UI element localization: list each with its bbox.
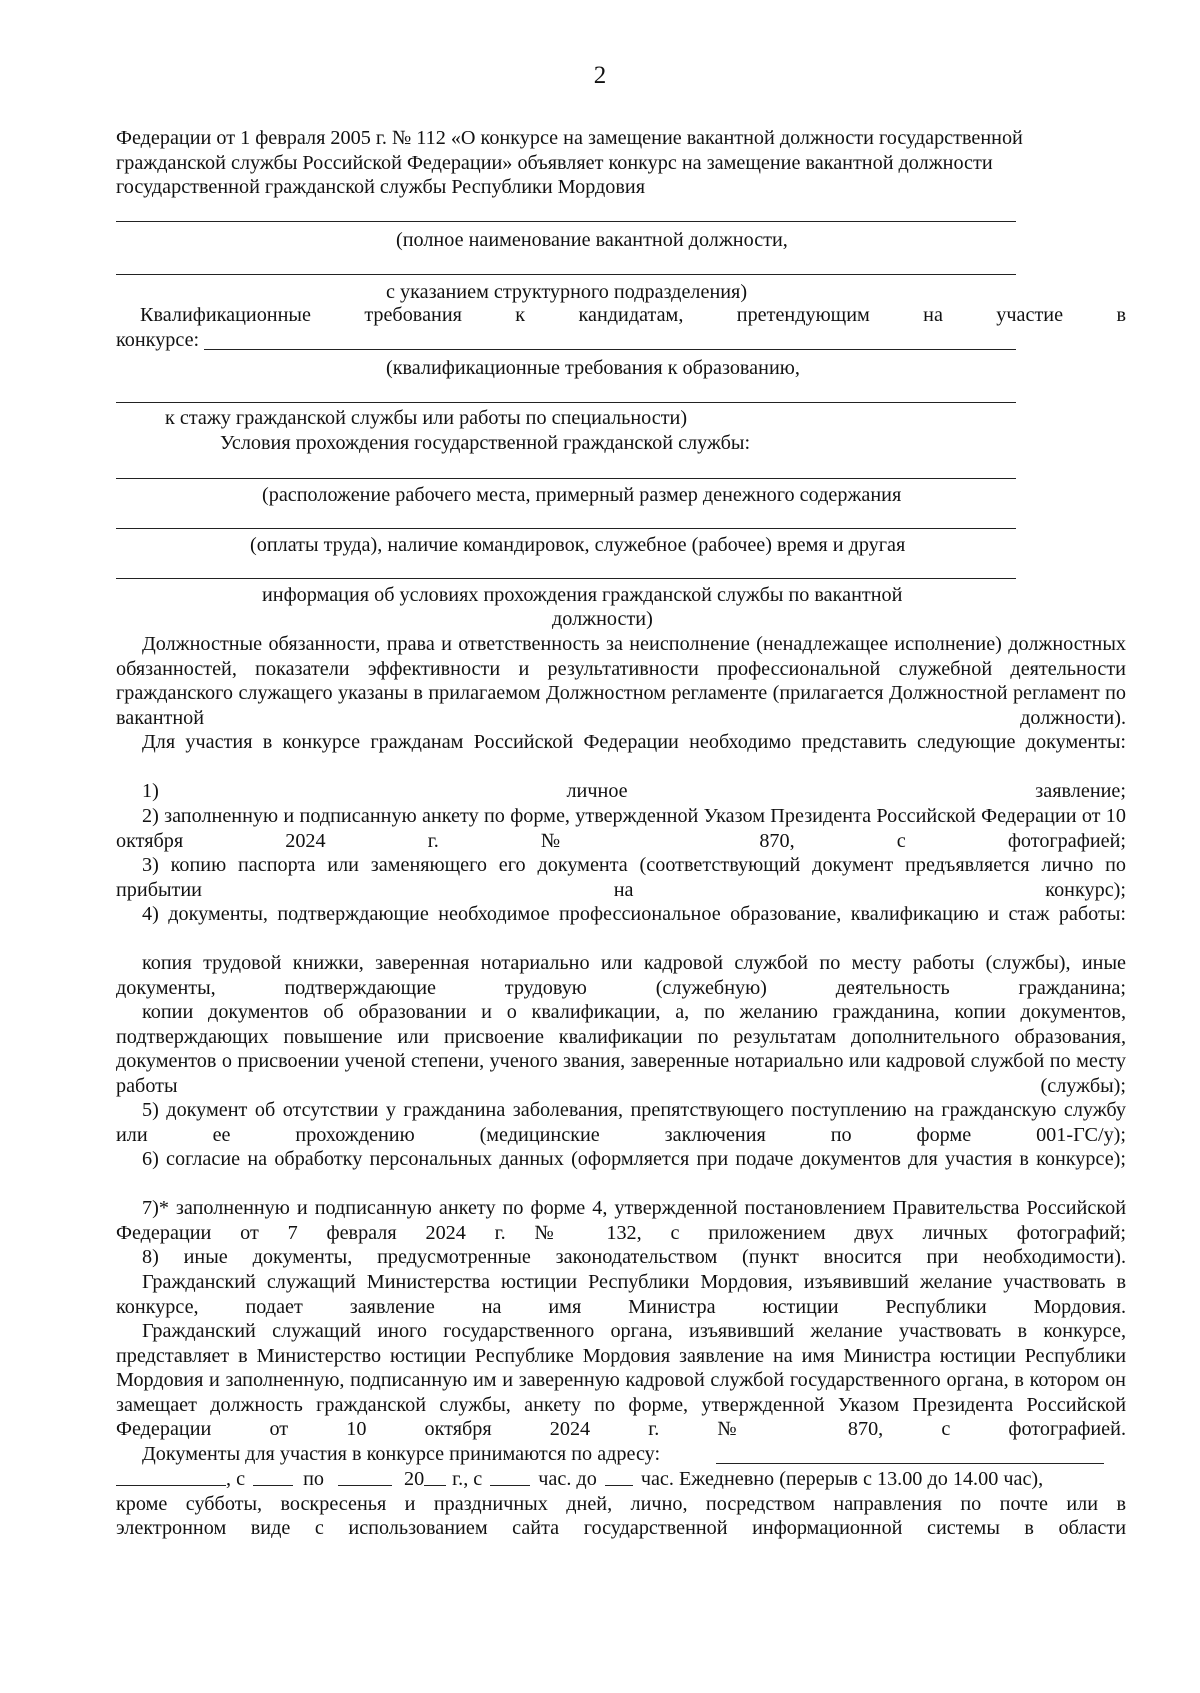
qual-word: Квалификационные bbox=[140, 304, 311, 326]
fill-line bbox=[116, 578, 1016, 579]
qualification-row-end: конкурсе: bbox=[116, 329, 200, 351]
caption-conditions-4: должности) bbox=[552, 608, 653, 630]
qual-word: кандидатам, bbox=[578, 304, 684, 326]
closing-line-2: электронном виде с использованием сайта государственной информационной системы в области bbox=[116, 1517, 1126, 1539]
list-item-2: 2) заполненную и подписанную анкету по форме, утвержденной Указом Президента Российской Федерации от 10 октября 2024 г. № 870, с фотографией; bbox=[116, 805, 1126, 852]
blank-field bbox=[116, 1467, 226, 1486]
fill-line bbox=[116, 274, 1016, 275]
schedule-text: г., с bbox=[452, 1468, 483, 1490]
blank-field bbox=[605, 1467, 633, 1486]
qual-word: требования bbox=[364, 304, 462, 326]
qual-word: в bbox=[1116, 304, 1126, 326]
fill-line bbox=[116, 478, 1016, 479]
list-item-5: 5) документ об отсутствии у гражданина заболевания, препятствующего поступлению на гражданскую службу или ее прохождению (медицинские заключения по форме 001-ГС/у); bbox=[116, 1099, 1126, 1146]
schedule-text: по bbox=[303, 1468, 324, 1490]
fill-line bbox=[204, 349, 1016, 350]
blank-field bbox=[338, 1467, 392, 1486]
caption-conditions-2: (оплаты труда), наличие командировок, служебное (рабочее) время и другая bbox=[250, 534, 906, 556]
fill-line bbox=[116, 221, 1016, 222]
schedule-text: 20 bbox=[403, 1468, 425, 1490]
address-label: Документы для участия в конкурсе принимаются по адресу: bbox=[142, 1443, 661, 1465]
list-item-6: 6) согласие на обработку персональных данных (оформляется при подаче документов для участия в конкурсе); bbox=[142, 1148, 1126, 1170]
caption-conditions-3: информация об условиях прохождения гражданской службы по вакантной bbox=[262, 584, 903, 606]
schedule-text: час. до bbox=[538, 1468, 597, 1490]
caption-qual-experience: к стажу гражданской службы или работы по специальности) bbox=[165, 407, 688, 429]
list-item-4: 4) документы, подтверждающие необходимое профессиональное образование, квалификацию и стаж работы: bbox=[142, 903, 1126, 925]
blank-field bbox=[490, 1467, 530, 1486]
qual-word: на bbox=[923, 304, 943, 326]
caption-structural-unit: с указанием структурного подразделения) bbox=[386, 281, 748, 303]
caption-position-name: (полное наименование вакантной должности, bbox=[396, 229, 788, 251]
qualification-row bbox=[116, 303, 1126, 328]
paragraph-duties: Должностные обязанности, права и ответственность за неисполнение (ненадлежащее исполнение) должностных обязанностей, показатели эффективности и результативности профессиональной служебной деятельности гражданского служащего указаны в прилагаемом Должностном регламенте (прилагается Должностной регламент по вакантной должности). bbox=[116, 633, 1126, 729]
paragraph-docs-intro: Для участия в конкурсе гражданам Российской Федерации необходимо представить следующие документы: bbox=[142, 731, 1126, 753]
fill-line bbox=[116, 402, 1016, 403]
caption-conditions-1: (расположение рабочего места, примерный размер денежного содержания bbox=[262, 484, 902, 506]
conditions-title: Условия прохождения государственной гражданской службы: bbox=[220, 432, 751, 454]
intro-paragraph: Федерации от 1 февраля 2005 г. № 112 «О конкурсе на замещение вакантной должности государственной гражданской службы Российской Федерации» объявляет конкурс на замещение вакантной должности государственной гражданской службы Республики Мордовия bbox=[116, 127, 1023, 198]
schedule-text: , с bbox=[226, 1468, 246, 1490]
schedule-text: час. Ежедневно (перерыв с 13.00 до 14.00 час), bbox=[640, 1468, 1044, 1490]
qual-word: претендующим bbox=[736, 304, 870, 326]
paragraph-civil-servant-ministry: Гражданский служащий Министерства юстиции Республики Мордовия, изъявивший желание участвовать в конкурсе, подает заявление на имя Министра юстиции Республики Мордовия. bbox=[116, 1271, 1126, 1318]
schedule-row bbox=[116, 1467, 1126, 1492]
blank-field bbox=[424, 1467, 446, 1486]
list-item-8: 8) иные документы, предусмотренные законодательством (пункт вносится при необходимости). bbox=[142, 1246, 1126, 1268]
fill-line bbox=[116, 528, 1016, 529]
page-number: 2 bbox=[593, 62, 607, 89]
list-item-7: 7)* заполненную и подписанную анкету по форме 4, утвержденной постановлением Правительства Российской Федерации от 7 февраля 2024 г. № 132, с приложением двух личных фотографий; bbox=[116, 1197, 1126, 1244]
list-item-4b: копии документов об образовании и о квалификации, а, по желанию гражданина, копии документов, подтверждающих повышение или присвоение квалификации по результатам дополнительного образования, документов о присвоении ученой степени, ученого звания, заверенные нотариально или кадровой службой по месту работы (службы); bbox=[116, 1001, 1126, 1097]
blank-field bbox=[253, 1467, 293, 1486]
paragraph-civil-servant-other: Гражданский служащий иного государственного органа, изъявивший желание участвовать в конкурсе, представляет в Министерство юстиции Республике Мордовия заявление на имя Министра юстиции Республики Мордовия и заполненную, подписанную им и заверенную кадровой службой государственного органа, в котором он замещает должность гражданской службы, анкету по форме, утвержденной Указом Президента Российской Федерации от 10 октября 2024 г. № 870, с фотографией. bbox=[116, 1320, 1126, 1440]
list-item-3: 3) копию паспорта или заменяющего его документа (соответствующий документ предъявляется лично по прибытии на конкурс); bbox=[116, 854, 1126, 901]
qual-word: к bbox=[515, 304, 526, 326]
closing-line-1: кроме субботы, воскресенья и праздничных дней, лично, посредством направления по почте или в bbox=[116, 1493, 1126, 1515]
list-item-4a: копия трудовой книжки, заверенная нотариально или кадровой службой по месту работы (службы), иные документы, подтверждающие трудовую (служебную) деятельность гражданина; bbox=[116, 952, 1126, 999]
caption-qual-education: (квалификационные требования к образованию, bbox=[386, 357, 800, 379]
qual-word: участие bbox=[996, 304, 1064, 326]
list-item-1: 1) личное заявление; bbox=[142, 780, 1126, 802]
address-fill-line bbox=[716, 1463, 1104, 1464]
